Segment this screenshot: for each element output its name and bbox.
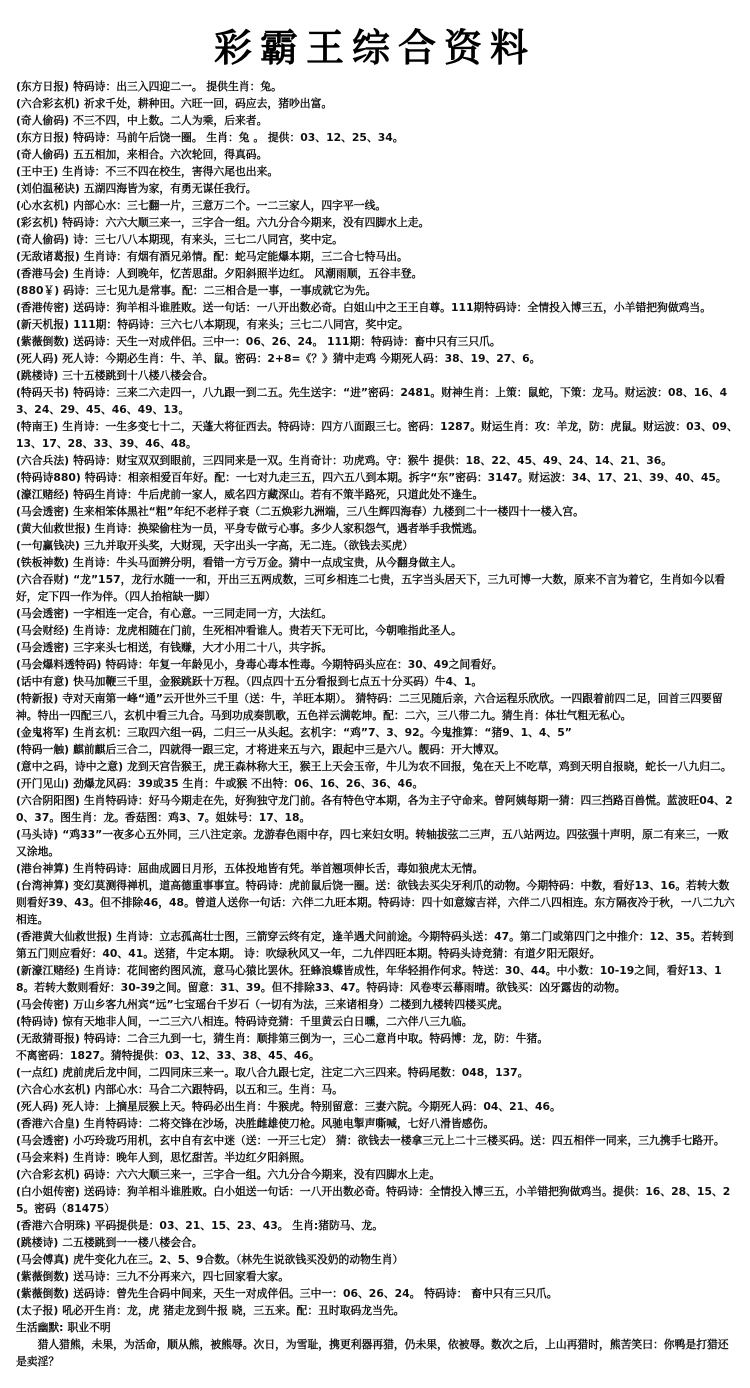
- entry-text: 三字来头七相送，有钱赚，大才小用二十八，共字拆。: [73, 641, 333, 654]
- entry-29: [16, 622, 738, 639]
- entry-source: (马会来料): [16, 1151, 70, 1164]
- page-title: 彩霸王综合资料: [213, 25, 536, 70]
- entry-15: [16, 333, 738, 350]
- entry-47: [16, 1047, 738, 1064]
- entry-text: 内部心水：三七翻一片，三意万二个。一二三家人，四字平一线。: [73, 199, 387, 212]
- entry-8: [16, 214, 738, 231]
- entry-source: (奇人偷码): [16, 233, 70, 246]
- entry-source: (铁板神数): [16, 556, 70, 569]
- entry-text: 麒前麒后三合二，四就得一跟三定，才将进来五与六，跟起中三是六八。靓码：开大博双。: [73, 743, 505, 756]
- entry-source: 生活幽默:: [16, 1321, 64, 1334]
- entry-text: 特码诗：马前午后饶一圈。 生肖：兔 。 提供：03、12、25、34。: [73, 131, 404, 144]
- entry-39: [16, 826, 738, 860]
- entry-text: 变幻莫测得禅机，道高德重事事宣。特码诗：虎前鼠后饶一圈。送：欲钱去买尖牙利爪的动物。今期特码：中数，看好13、16。若转大数则看好39、43。但不排除46，48。曾道人送你一句话：六伴二九旺本期。特码诗：四十如意嫁吉祥，六伴二八四相连。东方隔夜冷于秋，一八二九六相连。: [16, 879, 735, 926]
- entry-38: [16, 792, 738, 826]
- entry-31: [16, 656, 738, 673]
- entry-text: 龙到天宫告猴王，虎王森林称大王，猴王上天会玉帝，牛儿为农不回报，兔在天上不吃草，鸡到天明自报晓，蛇长一八九归二。: [127, 760, 732, 773]
- entry-16: [16, 350, 738, 367]
- entry-source: (金鬼将军): [16, 726, 70, 739]
- entry-text: 死人诗：上摘星辰猴上天。特码必出生肖：牛猴虎。特别留意：三妻六院。今期死人码：04、21、46。: [62, 1100, 561, 1113]
- entry-11: [16, 265, 738, 282]
- entry-10: [16, 248, 738, 265]
- entry-source: (马会财经): [16, 624, 70, 637]
- entry-54: [16, 1166, 738, 1183]
- entry-source: (一点红): [16, 1066, 59, 1079]
- entry-55: [16, 1183, 738, 1217]
- entry-35: [16, 741, 738, 758]
- entry-source: (东方日报): [16, 131, 70, 144]
- entry-text: 内部心水：马合二六跟特码，以五和三。生肖：马。: [94, 1083, 343, 1096]
- entry-text: 生肖诗：牛头马面辨分明，看错一方亏万金。猜中一点成宝贵，从今翻身做主人。: [73, 556, 462, 569]
- entry-text: 生肖诗：不三不四在校生，害得六尾也出来。: [62, 165, 279, 178]
- entry-40: [16, 860, 738, 877]
- entry-text: 送码诗：曾先生合码中间来，天生一对成伴侣。三中一：06、26、24。 特码诗： 畜中只有三只爪。: [73, 1287, 558, 1300]
- entry-text: 码诗：三七见九是常事。配：二三相合是一事，一事成就它为先。: [63, 284, 377, 297]
- entry-text: 生来相笨体黑社“粗”年纪不老样子衰（二五焕彩九洲端，三八生辉四海春）九楼到二十一楼四十一楼入宫。: [73, 505, 584, 518]
- entry-source: (马会透密): [16, 607, 70, 620]
- entry-33: [16, 690, 738, 724]
- entry-source: (特南王): [16, 420, 59, 433]
- entry-source: (马会爆料透特码): [16, 658, 102, 671]
- entry-32: [16, 673, 738, 690]
- entry-text: “鸡33”一夜多心五外同，三八注定亲。龙游春色雨中存，四七来妇女明。转轴拔弦二三声，五八站两边。四弦强十声明，原二有来三，一败又涂地。: [16, 828, 729, 858]
- entry-56: [16, 1217, 738, 1234]
- entry-text: 特码诗：三来二六走四一，八九跟一到二五。先生送字：“进”密码：2481。财神生肖：上策：鼠蛇，下策：龙马。财运波：08、16、43、24、29、45、46、49、13。: [16, 386, 728, 416]
- entry-62: [16, 1319, 738, 1336]
- entry-source: (跳楼诗): [16, 369, 59, 382]
- entry-source: (彩玄机): [16, 216, 59, 229]
- entry-source: (特码天书): [16, 386, 70, 399]
- entry-text: 特码诗：财宝双双到眼前，三四同来是一双。生肖奇计：功虎鸡。守：猴牛 提供：18、22、45、49、24、14、21、36。: [73, 454, 673, 467]
- entry-5: [16, 163, 738, 180]
- entry-text: 送码诗：狗羊相斗谁胜败。白小姐送一句话：一八开出数必奇。特码诗：全情投入博三五，小羊错把狗做鸡当。提供：16、28、15、25。密码（81475）: [16, 1185, 731, 1215]
- entry-source: (马会透密): [16, 641, 70, 654]
- entry-text: 死人诗：今期必生肖：牛、羊、鼠。密码：2+8=《？》猜中走鸡 今期死人码：38、19、27、6。: [62, 352, 541, 365]
- entry-text: 劲爆龙风码：39或35 生肖：牛或猴 不出特：06、16、26、36、46。: [73, 777, 424, 790]
- entry-source: (奇人偷码): [16, 148, 70, 161]
- entry-text: 诗：三七八八本期现，有来头，三七二八同宫，奖中定。: [73, 233, 343, 246]
- entry-text: 生肖特码诗：好马今期走在先，好狗独守龙门前。各有特色守本期，各为主子守命来。曾阿姨每期一猜：四三挡路百兽慌。蓝波旺04、20、37。图生肖：龙。香菇图：鸡3、7。姐妹号：17、18。: [16, 794, 733, 824]
- entry-text: 生肖特码诗：二将交锋在沙场，决胜雌雄使刀枪。风驰电掣声嘶喊，七好八滑皆感伤。: [83, 1117, 495, 1130]
- entry-text: 送码诗：狗羊相斗谁胜败。送一句话：一八开出数必奇。白姐山中之王王自尊。111期特码诗：全情投入博三五，小羊错把狗做鸡当。: [73, 301, 712, 314]
- entry-3: [16, 129, 738, 146]
- entry-41: [16, 877, 738, 928]
- entry-text: 吼必开生肖：龙，虎 猪走龙到牛报 晓，三五来。配：丑时取码龙当先。: [62, 1304, 405, 1317]
- entry-text: 生肖诗：一生多变七十二，天蓬大将征西去。特码诗：四方八面跟三七。密码：1287。财运生肖：攻：羊龙，防：虎鼠。财运波：03、09、13、17、28、33、39、46、48。: [16, 420, 738, 450]
- entry-source: (紫薇倒数): [16, 335, 70, 348]
- entry-20: [16, 452, 738, 469]
- entry-text: 惊有天地非人间，一二三六八相连。特码诗竞猜：千里黄云白日曛，二六伴八三九临。: [62, 1015, 473, 1028]
- entry-49: [16, 1081, 738, 1098]
- entry-source: (无敌猜哥报): [16, 1032, 80, 1045]
- entry-source: (新天机报): [16, 318, 70, 331]
- entry-text: 送码诗：天生一对成伴侣。三中一：06、26、24。 111期：特码诗：畜中只有三只爪。: [73, 335, 501, 348]
- entry-source: (奇人偷码): [16, 114, 70, 127]
- entry-text: 三九并取开头奖，大财现，天字出头一字高，无二连。（欲钱去买虎）: [83, 539, 414, 552]
- entry-source: (香港六合明珠): [16, 1219, 91, 1232]
- entry-text: 生肖诗：人到晚年，忆苦思甜。夕阳斜照半边红。 风潮雨顺，五谷丰登。: [73, 267, 423, 280]
- entry-source: (濠江赌经): [16, 488, 70, 501]
- entry-57: [16, 1234, 738, 1251]
- entry-source: (香港六合皇): [16, 1117, 80, 1130]
- entry-46: [16, 1030, 738, 1047]
- content-body: [16, 78, 738, 1370]
- entry-text: 快马加鞭三千里，金猴跳跃十万程。（四点四十五分看报到七点五十分买码）牛4、1。: [73, 675, 483, 688]
- entry-text: 一字相连一定合，有心意。一三同走同一方，大法红。: [73, 607, 333, 620]
- entry-source: (六合阴阳图): [16, 794, 80, 807]
- entry-source: (880￥): [16, 284, 60, 297]
- entry-0: [16, 78, 738, 95]
- entry-text: 生肖诗：有烟有酒兄弟情。配：蛇马定能爆本期，三二合七特马出。: [83, 250, 408, 263]
- entry-source: (马会透密): [16, 505, 70, 518]
- entry-text: 虎牛变化九在三。2、5、9合数。（林先生说欲钱买没奶的动物生肖）: [73, 1253, 404, 1266]
- entry-source: (意中之码，诗中之意): [16, 760, 124, 773]
- entry-text: 特码生肖诗：牛后虎前一家人，威名四方藏深山。若有不策半路死，只道此处不逢生。: [73, 488, 484, 501]
- entry-text: 生肖诗：花间密约图风流，意马心猿比罢休。狂蜂浪蝶皆成性，年华轻捐作何求。特送：30、44。中小数：10-19之间，看好13、18。若转大数则看好：30-39之间。留意：31、39。但不排除33、47。特码诗：风卷枣云幕雨晴。欲钱买：凶牙露齿的动物。: [16, 964, 722, 994]
- entry-source: (黄大仙救世报): [16, 522, 91, 535]
- entry-text: 生肖诗：立志孤高壮士图，三箭穿云终有定，逢羊遇犬问前途。今期特码头送：47。第二门或第四门之中推介：12、35。若转到第五门则应看好：40、41。送猪，牛定本期。 诗：吹绿秋风又一年，二九伴四旺本期。特码头诗竞猜：有道夕阳无限好。: [16, 930, 734, 960]
- entry-text: 二五楼跳到一一楼八楼会合。: [62, 1236, 203, 1249]
- entry-source: (话中有意): [16, 675, 70, 688]
- entry-text: 寺对天南第一峰“通”云开世外三千里（送：牛，羊旺本期）。 猜特码：二三见随后亲，六合运程乐欣欣。一四跟着前四二足，回首三四要留神。特出一四配三八，玄机中看三九合。马到功成奏凯歌，五色祥云满乾坤。配：二六，三八带二九。猜生肖：体壮气粗无私心。: [16, 692, 723, 722]
- humor-paragraph: 猎人猎熊，未果，为活命，顺从熊，被熊辱。次日，为雪耻，携更利器再猎，仍未果，依被辱。数次之后，上山再猎时，熊苦笑曰：你鸭是打猎还是卖淫？: [16, 1338, 729, 1368]
- entry-text: 小巧玲珑巧用机，玄中自有玄中迷（送：一开三七定） 猜：欲钱去一楼拿三元上二十三楼买码。送：四五相伴一同来，三九携手七路开。: [73, 1134, 725, 1147]
- entry-13: [16, 299, 738, 316]
- entry-source: (香港黄大仙救世报): [16, 930, 113, 943]
- entry-source: (王中王): [16, 165, 59, 178]
- entry-26: [16, 554, 738, 571]
- entry-51: [16, 1115, 738, 1132]
- entry-text: 生肖诗：晚年人到，思忆甜苦。半边红夕阳斜照。: [73, 1151, 311, 1164]
- entry-text: 特码诗：相亲相爱百年好。配：一七对九走三五，四六五八到本期。拆字“东”密码：3147。财运波：34、17、21、39、40、45。: [84, 471, 727, 484]
- entry-50: [16, 1098, 738, 1115]
- entry-text: 虎前虎后龙中间，二四同床三来一。取八合九跟七定，注定二六三四来。特码尾数：048，137。: [62, 1066, 529, 1079]
- entry-24: [16, 520, 738, 537]
- entry-text: “龙”157，龙行水随一一和，开出三五两成数，三可乡相连二七贵，五字当头居天下，三九可博一大数，原来不言为着它，生肖如今以看好，定下四一作为伴。（四人抬棺缺一脚）: [16, 573, 726, 603]
- entry-text: 特码诗：出三入四迎二一。 提供生肖：兔。: [73, 80, 282, 93]
- entry-text: 不三不四，中上数。二人为乘，后来者。: [73, 114, 268, 127]
- entry-text: 生肖诗：换梁偷柱为一员，平身专做亏心事。多少人家积怨气，遇者举手我慌逃。: [94, 522, 484, 535]
- entry-59: [16, 1268, 738, 1285]
- entry-48: [16, 1064, 738, 1081]
- entry-source: (特码诗880): [16, 471, 81, 484]
- entry-44: [16, 996, 738, 1013]
- entry-43: [16, 962, 738, 996]
- entry-52: [16, 1132, 738, 1149]
- entry-27: [16, 571, 738, 605]
- entry-source: (六合心水玄机): [16, 1083, 91, 1096]
- entry-4: [16, 146, 738, 163]
- entry-source: (一句赢钱决): [16, 539, 80, 552]
- entry-source: (开门见山): [16, 777, 70, 790]
- entry-text: 111期：特码诗：三六七八本期现，有来头；三七二八同宫，奖中定。: [73, 318, 409, 331]
- entry-source: (死人码): [16, 1100, 59, 1113]
- entry-source: (马会传密): [16, 998, 70, 1011]
- entry-source: (东方日报): [16, 80, 70, 93]
- entry-28: [16, 605, 738, 622]
- entry-source: (台湾神算): [16, 879, 70, 892]
- entry-21: [16, 469, 738, 486]
- entry-source: (新濠江赌经): [16, 964, 80, 977]
- entry-6: [16, 180, 738, 197]
- entry-source: (死人码): [16, 352, 59, 365]
- entry-source: (太子报): [16, 1304, 59, 1317]
- entry-text: 平码提供是：03、21、15、23、43。 生肖:猪防马、龙。: [94, 1219, 383, 1232]
- entry-text: 特码诗：六六大顺三来一，三字合一组。六九分合今期来，没有四脚水上走。: [62, 216, 430, 229]
- entry-12: [16, 282, 738, 299]
- entry-source: (特码诗): [16, 1015, 59, 1028]
- entry-36: [16, 758, 738, 775]
- entry-18: [16, 384, 738, 418]
- entry-source: (白小姐传密): [16, 1185, 80, 1198]
- entry-source: (紫薇倒数): [16, 1270, 70, 1283]
- entry-17: [16, 367, 738, 384]
- entry-source: (跳楼诗): [16, 1236, 59, 1249]
- entry-25: [16, 537, 738, 554]
- entry-text: 万山乡客九州宾“远”七宝瑶台千岁石（一切有为法，三来诸相身）二楼到九楼转四楼买虎。: [73, 998, 509, 1011]
- entry-source: (心水玄机): [16, 199, 70, 212]
- entry-23: [16, 503, 738, 520]
- entry-22: [16, 486, 738, 503]
- entry-42: [16, 928, 738, 962]
- entry-58: [16, 1251, 738, 1268]
- entry-source: (马会傅真): [16, 1253, 70, 1266]
- entry-source: (港台神算): [16, 862, 70, 875]
- entry-source: (马会透密): [16, 1134, 70, 1147]
- entry-source: (马头诗): [16, 828, 59, 841]
- entry-text: 不离密码：1827。猜特提供：03、12、33、38、45、46。: [16, 1049, 320, 1062]
- entry-text: 送马诗：三九不分再来六，四七回家看大家。: [73, 1270, 289, 1283]
- entry-source: (特新报): [16, 692, 59, 705]
- entry-source: (六合彩玄机): [16, 1168, 80, 1181]
- entry-text: 五五相加，来相合。六次轮回，得真码。: [73, 148, 268, 161]
- entry-text: 生肖特码诗：屈曲成圆日月形，五体投地皆有凭。举首翘项伸长舌，毒如狼虎太无情。: [73, 862, 484, 875]
- entry-text: 生肖诗：龙虎相随在门前，生死相冲看谁人。贵若天下无可比，今朝唯指此圣人。: [73, 624, 462, 637]
- entry-19: [16, 418, 738, 452]
- entry-text: 码诗：六六大顺三来一，三字合一组。六九分合今期来，没有四脚水上走。: [83, 1168, 441, 1181]
- entry-source: (六合彩玄机): [16, 97, 80, 110]
- entry-source: (紫薇倒数): [16, 1287, 70, 1300]
- entry-34: [16, 724, 738, 741]
- entry-30: [16, 639, 738, 656]
- entry-text: 职业不明: [67, 1321, 111, 1334]
- entry-source: (无敌诸葛报): [16, 250, 80, 263]
- entry-37: [16, 775, 738, 792]
- entry-53: [16, 1149, 738, 1166]
- entry-text: 祈求千处，耕种田。六旺一回，码应去，猪吵出富。: [83, 97, 333, 110]
- entry-text: 特码诗：二合三九到一七，猜生肖：顺排第三倒为一，三心二意肖中取。特码博：龙，防：牛猪。: [83, 1032, 549, 1045]
- entry-source: (特码一触): [16, 743, 70, 756]
- entry-9: [16, 231, 738, 248]
- entry-2: [16, 112, 738, 129]
- entry-source: (香港传密): [16, 301, 70, 314]
- entry-1: [16, 95, 738, 112]
- entry-text: 特码诗：年复一年龄见小，身毒心毒本性毒。今期特码头应在：30、49之间看好。: [105, 658, 503, 671]
- entry-text: 五湖四海皆为家，有勇无谋任我行。: [83, 182, 257, 195]
- entry-45: [16, 1013, 738, 1030]
- entry-7: [16, 197, 738, 214]
- entry-source: (刘伯温秘诀): [16, 182, 80, 195]
- entry-text: 三十五楼跳到十八楼八楼会合。: [62, 369, 214, 382]
- entry-14: [16, 316, 738, 333]
- entry-text: 生肖玄机：三取四六组一码，二归三一从头起。玄机字：“鸡”7、3、92。今鬼推算：“猪9、1、4、5”: [73, 726, 572, 739]
- entry-60: [16, 1285, 738, 1302]
- entry-source: (香港马会): [16, 267, 70, 280]
- entry-source: (六合吞财): [16, 573, 70, 586]
- entry-source: (六合兵法): [16, 454, 70, 467]
- entry-61: [16, 1302, 738, 1319]
